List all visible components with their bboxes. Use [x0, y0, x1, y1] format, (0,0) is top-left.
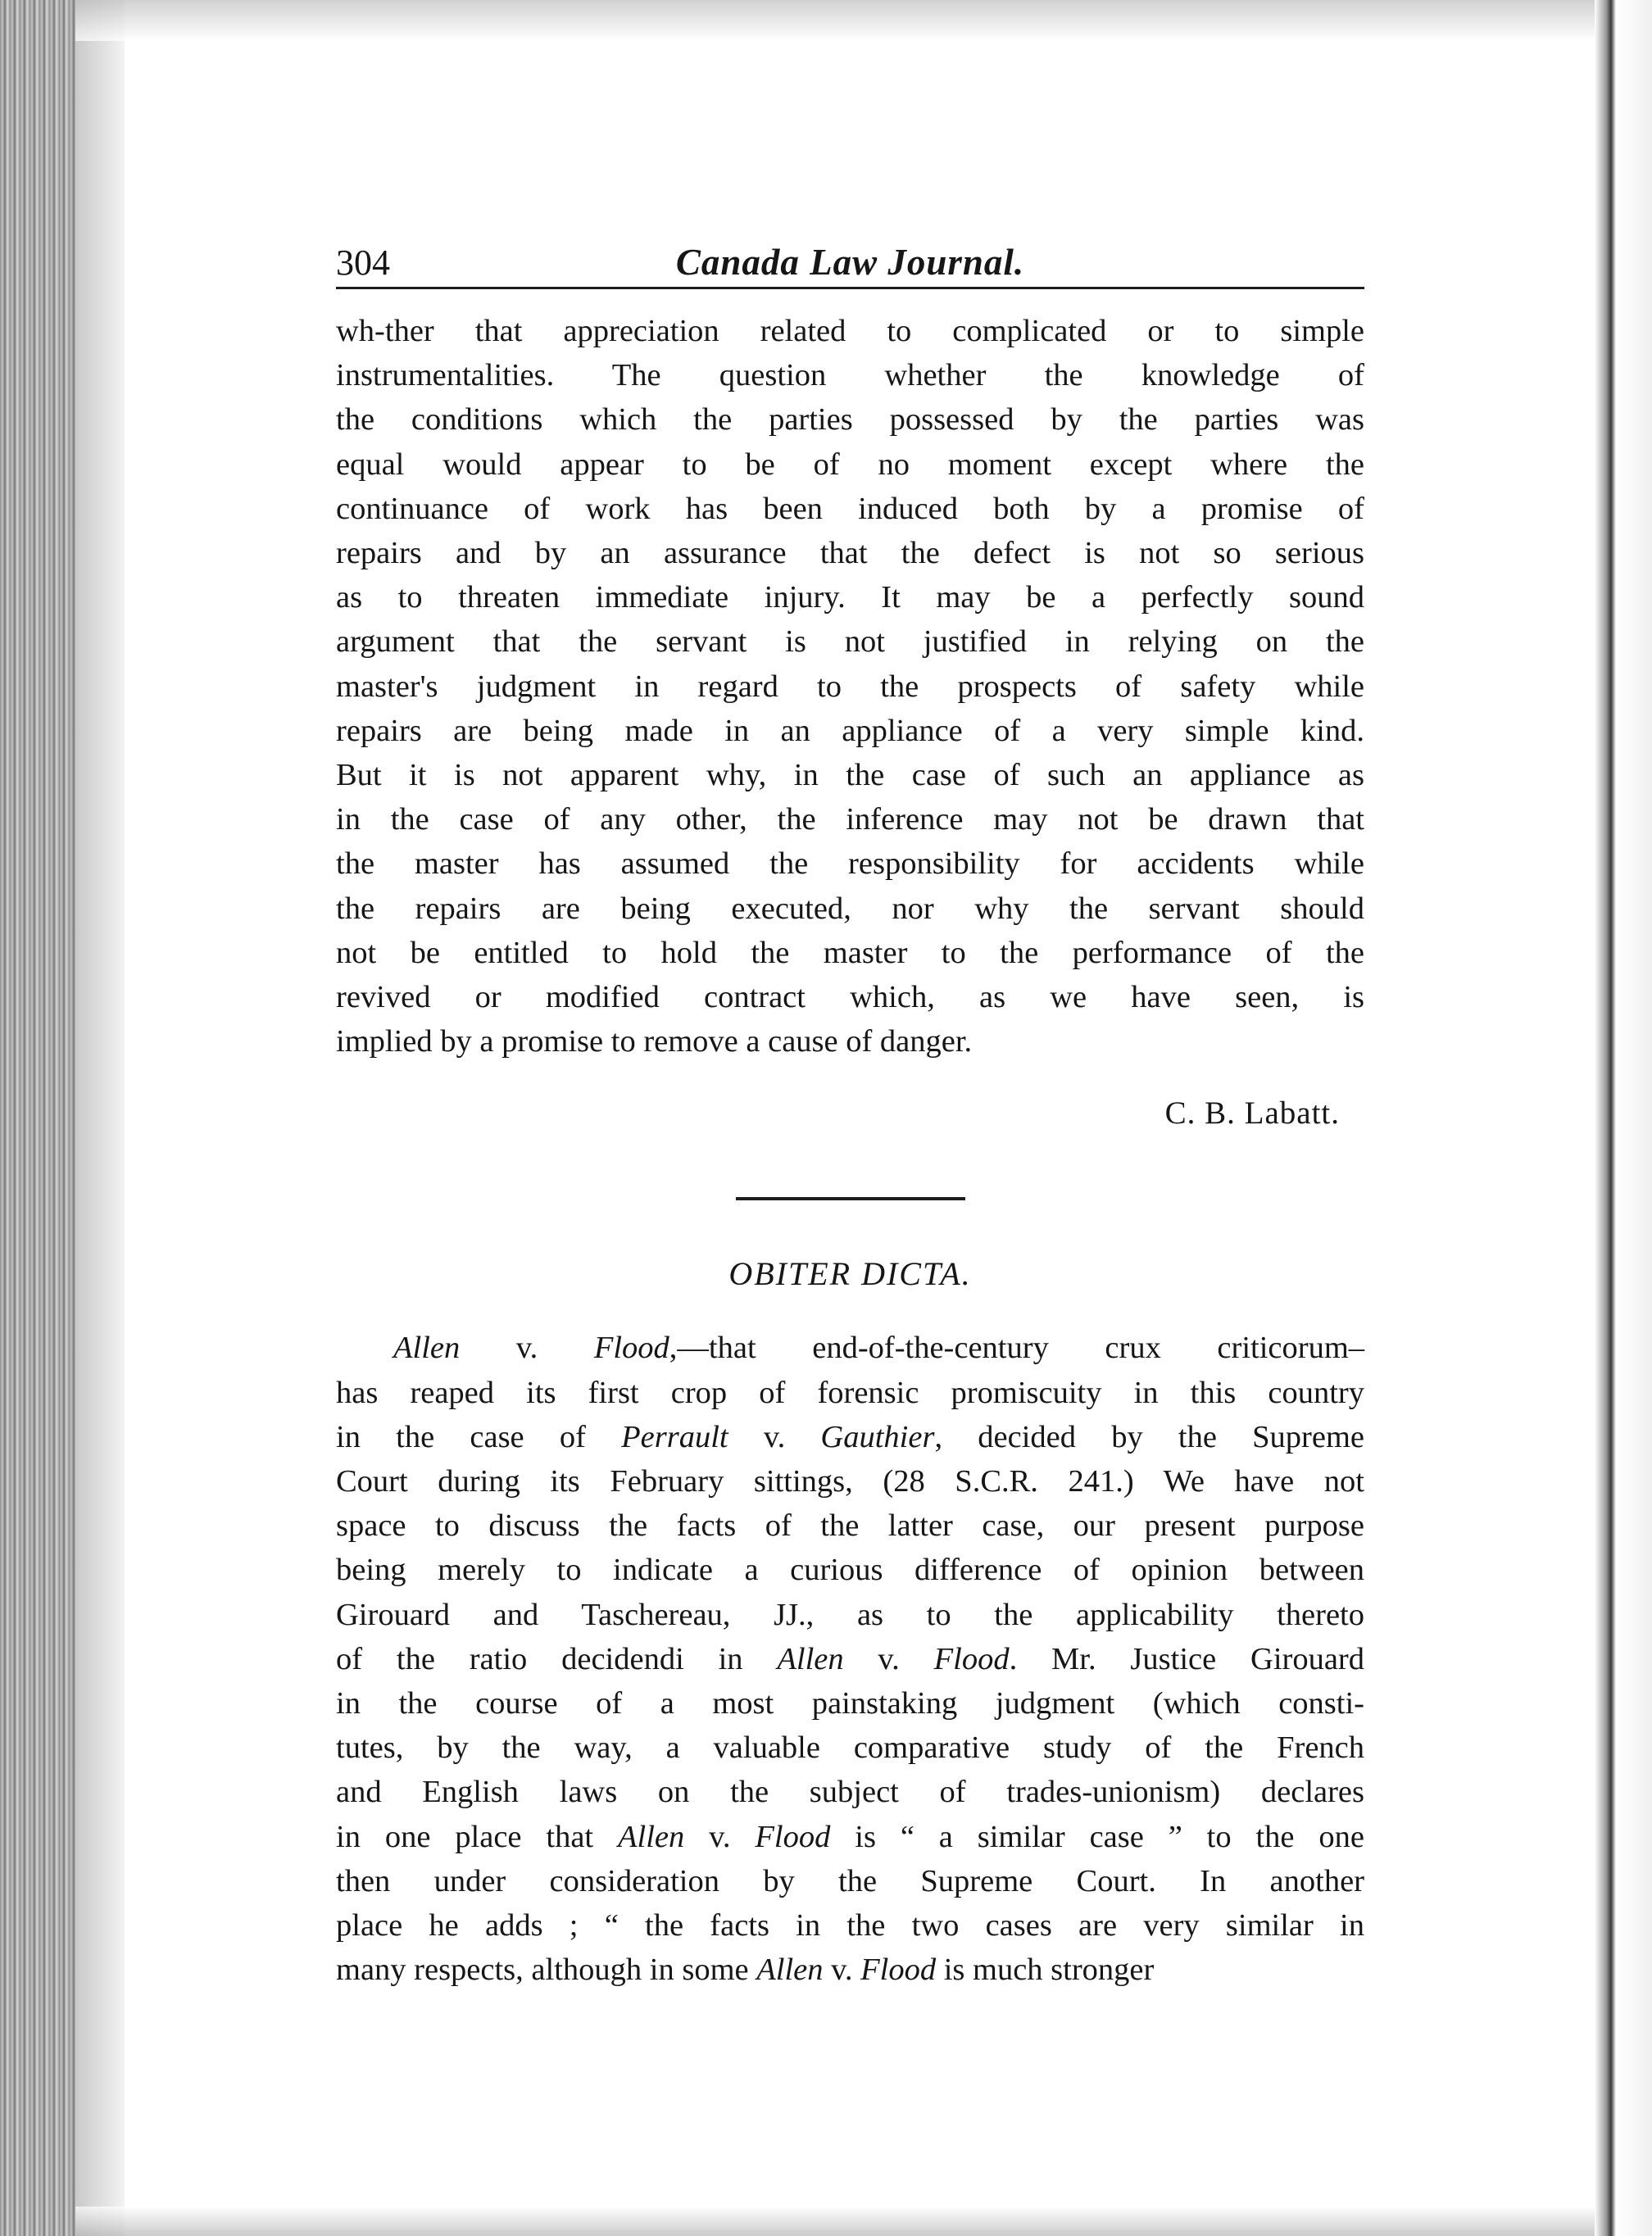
case-name: Flood: [755, 1819, 831, 1854]
section-divider-rule: [736, 1197, 965, 1200]
line-text: is “ a similar case ” to the one: [830, 1819, 1364, 1854]
text-line: the master has assumed the responsibility for accidents while: [336, 846, 1364, 882]
running-head: [336, 229, 1364, 289]
text-line: the conditions which the parties possessed by the parties was: [336, 402, 1364, 438]
line-text: . Mr. Justice Girouard: [1009, 1641, 1364, 1676]
line-text: Girouard and Taschereau, JJ., as to the applicability thereto: [336, 1597, 1364, 1632]
line-text: , decided by the Supreme: [934, 1419, 1364, 1454]
text-line: wh-ther that appreciation related to complicated or to simple: [336, 314, 1364, 348]
case-name: Allen: [393, 1331, 461, 1366]
scan-edge-right: [1595, 0, 1652, 2236]
scan-edge-top: [75, 0, 1595, 41]
text-line: continuance of work has been induced both by a promise of: [336, 491, 1364, 526]
text-line: [336, 1459, 1364, 1504]
text-line: [336, 1548, 1364, 1592]
line-text: v.: [823, 1953, 861, 1988]
text-line: repairs and by an assurance that the defect is not so serious: [336, 536, 1364, 571]
line-text: v.: [460, 1331, 594, 1366]
line-text: of the ratio decidendi in: [336, 1641, 778, 1676]
text-line: implied by a promise to remove a cause of danger.: [336, 1024, 973, 1059]
text-line: argument that the servant is not justified in relying on the: [336, 624, 1364, 660]
line-text: v.: [684, 1819, 756, 1854]
section-heading: OBITER DICTA.: [728, 1255, 972, 1293]
line-text: has reaped its first crop of forensic promiscuity in this country: [336, 1375, 1364, 1410]
case-name: Flood: [593, 1331, 669, 1366]
obiter-dicta-paragraph: [336, 1326, 1364, 1992]
line-text: Court during its February sittings, (28 S.C.R. 241.) We have not: [336, 1464, 1364, 1499]
page-number: 304: [336, 243, 390, 283]
line-text: space to discuss the facts of the latter case, our present purpose: [336, 1508, 1364, 1544]
line-text: in the course of a most painstaking judgment (which consti-: [336, 1686, 1364, 1721]
text-line: not be entitled to hold the master to the performance of the: [336, 935, 1364, 970]
scan-edge-bottom: [75, 2207, 1595, 2236]
line-text: then under consideration by the Supreme Court. In another: [336, 1863, 1364, 1898]
text-line: [336, 1371, 1364, 1415]
text-line: [336, 1859, 1364, 1903]
text-line: [336, 1726, 1364, 1770]
text-line: [336, 1326, 1364, 1370]
text-line: equal would appear to be of no moment except where the: [336, 447, 1364, 482]
case-name: Flood: [860, 1953, 937, 1988]
line-text: v.: [728, 1419, 821, 1454]
text-line: instrumentalities. The question whether the knowledge of: [336, 358, 1364, 393]
text-line: repairs are being made in an appliance of a very simple kind.: [336, 713, 1364, 748]
line-text: in one place that: [336, 1819, 619, 1854]
text-line: in the case of any other, the inference may not be drawn that: [336, 802, 1364, 837]
line-text: is much stronger: [936, 1953, 1155, 1988]
line-text: many respects, although in some: [336, 1953, 757, 1988]
text-line: [336, 1770, 1364, 1814]
case-name: Allen: [618, 1819, 685, 1854]
text-line: [336, 1415, 1364, 1459]
scan-edge-shadow: [75, 0, 125, 2236]
line-text: v.: [843, 1641, 934, 1676]
line-text: and English laws on the subject of trades-unionism) declares: [336, 1775, 1364, 1810]
text-line: But it is not apparent why, in the case of such an appliance as: [336, 758, 1364, 793]
line-text: tutes, by the way, a valuable comparative study of the French: [336, 1730, 1364, 1766]
author-signature: C. B. Labatt.: [1164, 1095, 1340, 1132]
scan-edge-left: [0, 0, 75, 2236]
case-name: Gauthier: [820, 1419, 935, 1454]
text-line: revived or modified contract which, as we have seen, is: [336, 980, 1364, 1015]
case-name: Perrault: [621, 1419, 728, 1454]
text-line: as to threaten immediate injury. It may be a perfectly sound: [336, 580, 1364, 615]
journal-title: Canada Law Journal.: [675, 242, 1025, 283]
text-line: [336, 1637, 1364, 1681]
text-line: [336, 1504, 1364, 1548]
line-text: in the case of: [336, 1419, 622, 1454]
article-conclusion-paragraph: [336, 309, 1364, 1064]
case-name: Allen: [777, 1641, 844, 1676]
case-name: Allen: [756, 1953, 824, 1988]
text-line: [336, 1903, 1364, 1948]
text-line: [336, 1815, 1364, 1859]
line-text: ,—that end-of-the-century crux criticorum–: [669, 1331, 1365, 1366]
text-line: the repairs are being executed, nor why the servant should: [336, 891, 1364, 926]
text-line: [336, 1593, 1364, 1637]
text-line: [336, 1948, 1364, 1992]
text-line: master's judgment in regard to the prospects of safety while: [336, 669, 1364, 704]
case-name: Flood: [933, 1641, 1010, 1676]
journal-page: [336, 229, 1364, 1993]
line-text: being merely to indicate a curious difference of opinion between: [336, 1553, 1364, 1588]
text-line: [336, 1681, 1364, 1726]
line-text: place he adds ; “ the facts in the two cases are very similar in: [336, 1908, 1364, 1943]
